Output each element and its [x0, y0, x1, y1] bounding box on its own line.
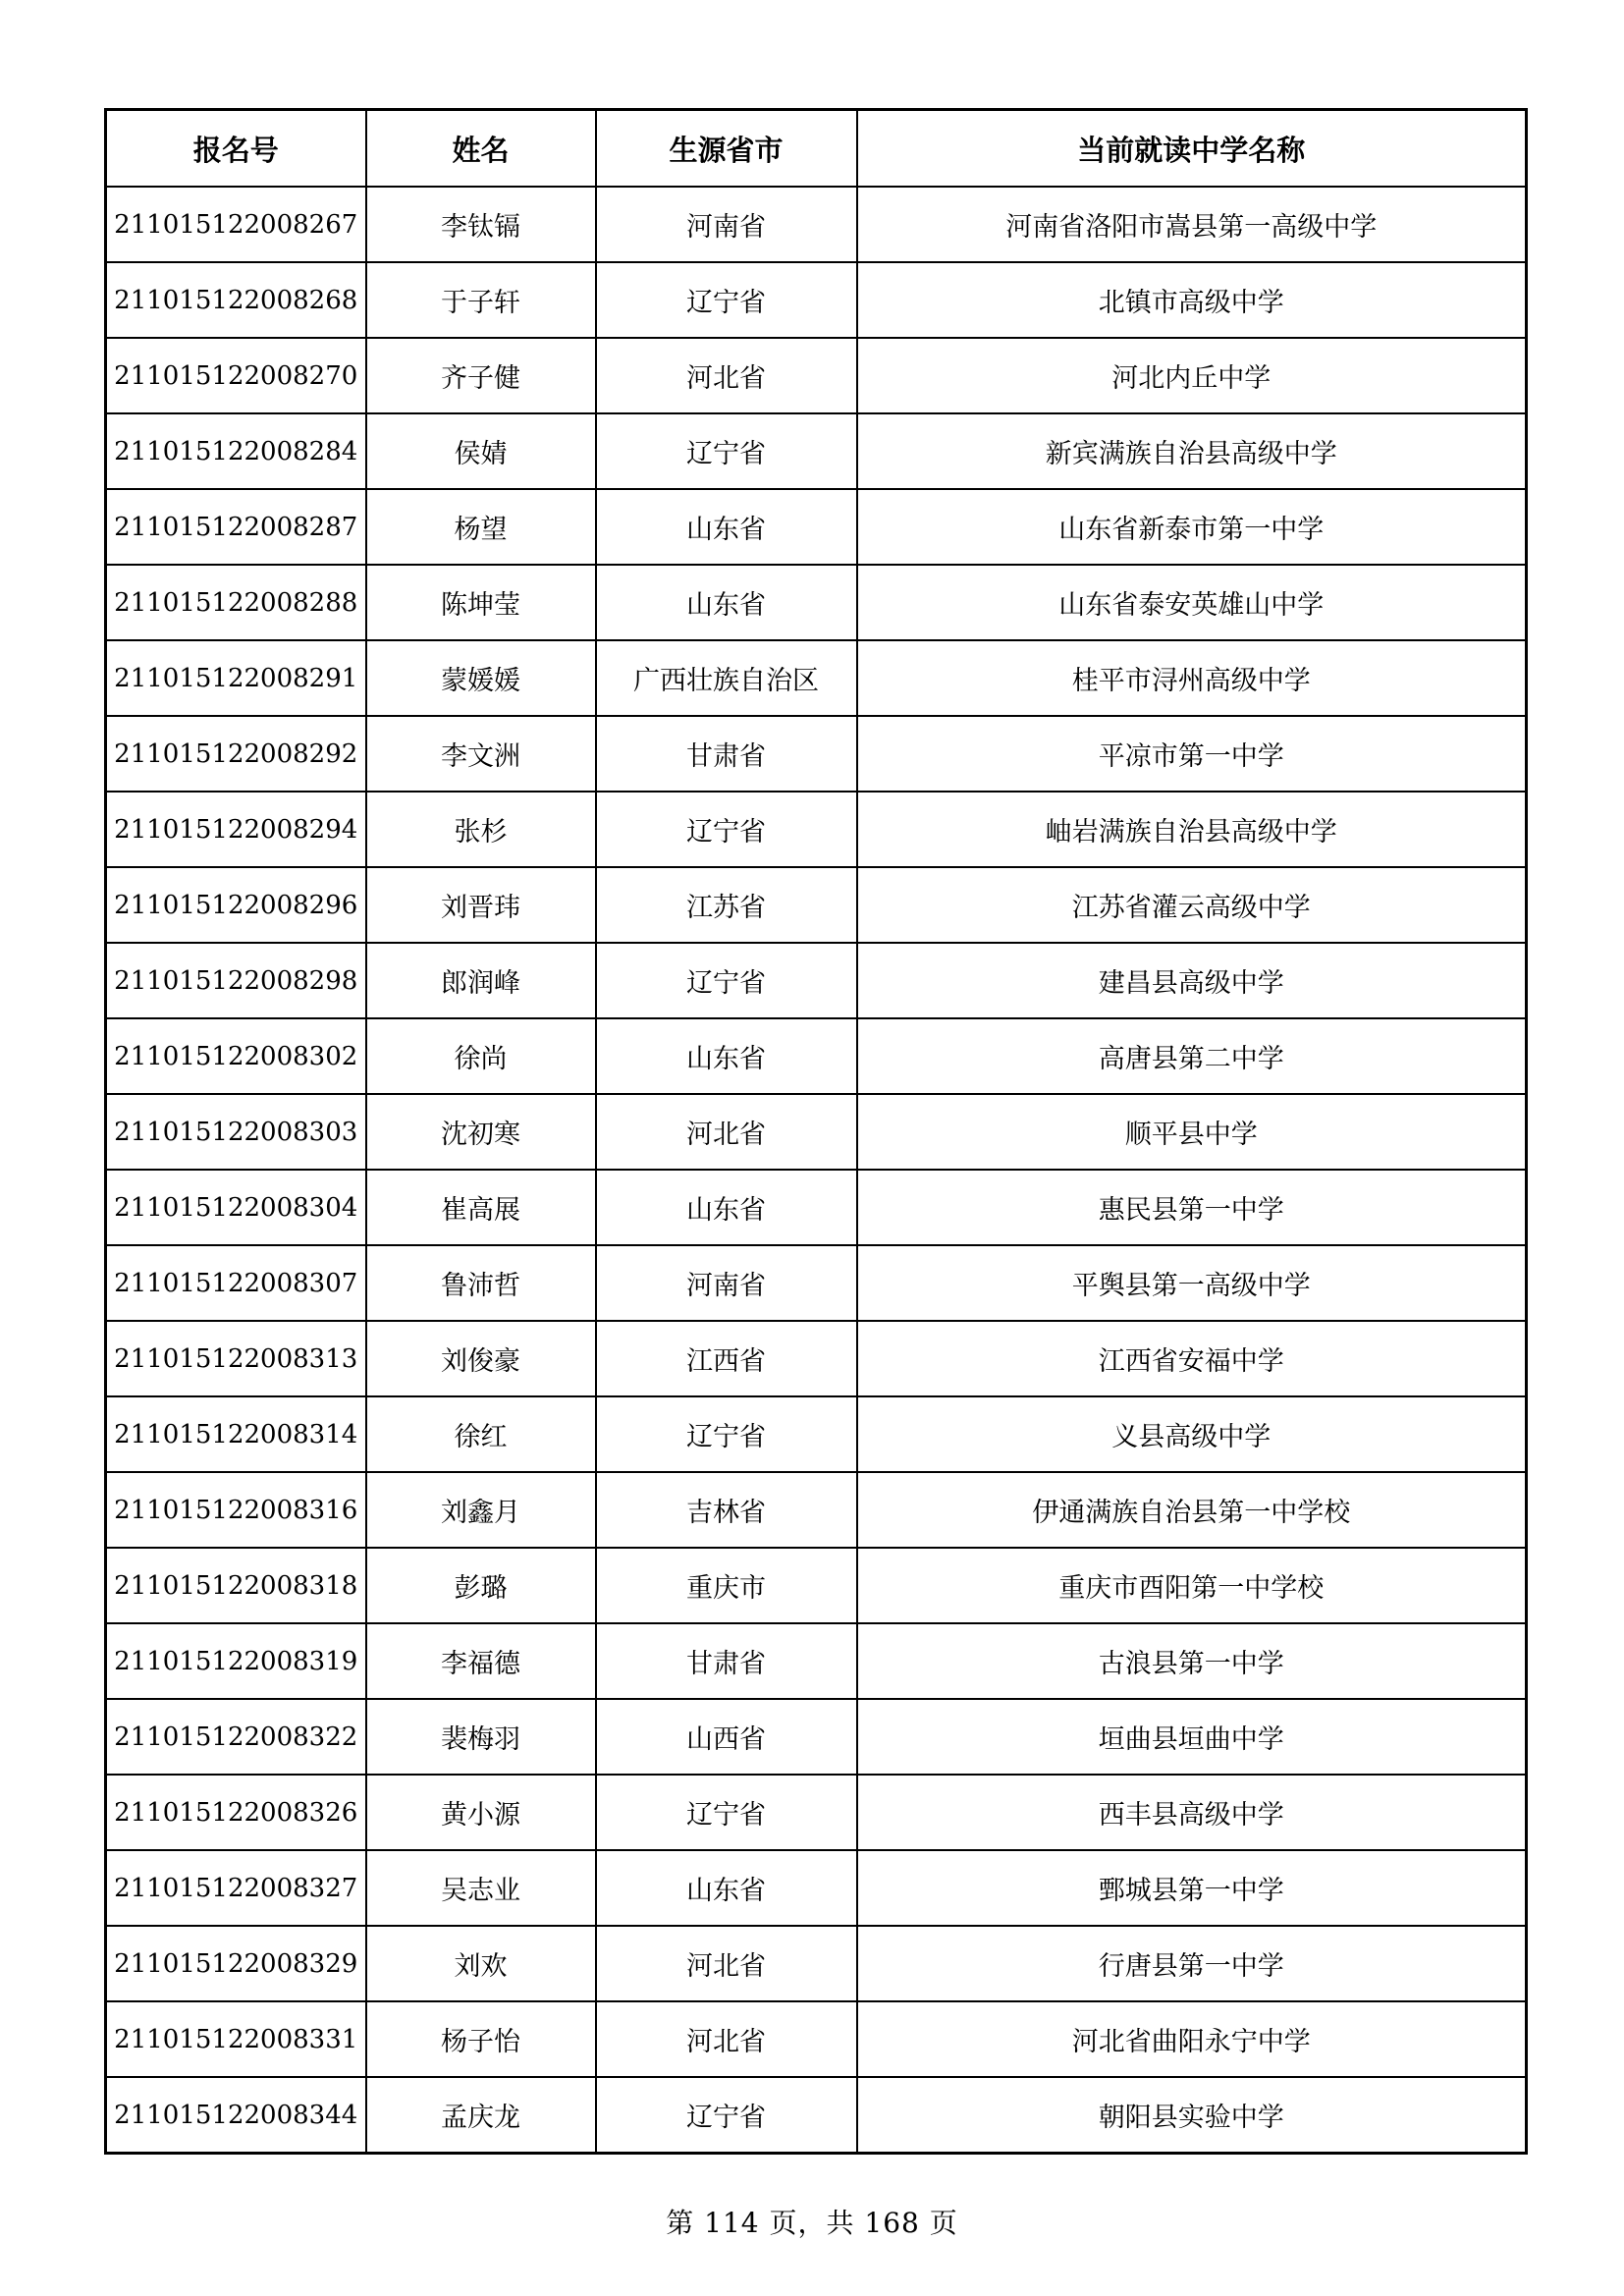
- table-body: [106, 187, 1527, 2154]
- table-row: [106, 1850, 1527, 1926]
- origin-province-cell: 山西省: [596, 1699, 857, 1775]
- school-name-cell: 垣曲县垣曲中学: [857, 1699, 1527, 1775]
- table-row: [106, 489, 1527, 565]
- header-registration-number: 报名号: [106, 110, 366, 188]
- student-name-cell: 裴梅羽: [366, 1699, 596, 1775]
- school-name-cell: 山东省泰安英雄山中学: [857, 565, 1527, 640]
- origin-province-cell: 辽宁省: [596, 262, 857, 338]
- student-name-cell: 吴志业: [366, 1850, 596, 1926]
- origin-province-cell: 河南省: [596, 1245, 857, 1321]
- table-row: [106, 1321, 1527, 1396]
- page-number: 第 114 页，共 168 页: [666, 2207, 958, 2239]
- school-name-cell: 北镇市高级中学: [857, 262, 1527, 338]
- origin-province-cell: 辽宁省: [596, 792, 857, 867]
- school-name-cell: 西丰县高级中学: [857, 1775, 1527, 1850]
- table-row: [106, 1170, 1527, 1245]
- student-name-cell: 徐红: [366, 1396, 596, 1472]
- origin-province-cell: 辽宁省: [596, 943, 857, 1018]
- student-name-cell: 刘鑫月: [366, 1472, 596, 1548]
- student-name-cell: 刘晋玮: [366, 867, 596, 943]
- school-name-cell: 古浪县第一中学: [857, 1623, 1527, 1699]
- school-name-cell: 平舆县第一高级中学: [857, 1245, 1527, 1321]
- origin-province-cell: 辽宁省: [596, 413, 857, 489]
- table-header-row: [106, 110, 1527, 188]
- table-row: [106, 2077, 1527, 2154]
- header-current-school: 当前就读中学名称: [857, 110, 1527, 188]
- registration-number-cell: 211015122008288: [106, 565, 366, 640]
- student-name-cell: 刘欢: [366, 1926, 596, 2001]
- registration-number-cell: 211015122008331: [106, 2001, 366, 2077]
- origin-province-cell: 辽宁省: [596, 1775, 857, 1850]
- school-name-cell: 河北省曲阳永宁中学: [857, 2001, 1527, 2077]
- origin-province-cell: 河北省: [596, 1094, 857, 1170]
- origin-province-cell: 山东省: [596, 1170, 857, 1245]
- registration-number-cell: 211015122008314: [106, 1396, 366, 1472]
- student-name-cell: 黄小源: [366, 1775, 596, 1850]
- student-name-cell: 李文洲: [366, 716, 596, 792]
- school-name-cell: 新宾满族自治县高级中学: [857, 413, 1527, 489]
- registration-number-cell: 211015122008344: [106, 2077, 366, 2154]
- school-name-cell: 重庆市酉阳第一中学校: [857, 1548, 1527, 1623]
- student-name-cell: 鲁沛哲: [366, 1245, 596, 1321]
- student-name-cell: 于子轩: [366, 262, 596, 338]
- registration-number-cell: 211015122008291: [106, 640, 366, 716]
- registration-number-cell: 211015122008296: [106, 867, 366, 943]
- table-row: [106, 338, 1527, 413]
- origin-province-cell: 河北省: [596, 1926, 857, 2001]
- school-name-cell: 江西省安福中学: [857, 1321, 1527, 1396]
- table-row: [106, 1245, 1527, 1321]
- school-name-cell: 河北内丘中学: [857, 338, 1527, 413]
- table-row: [106, 1094, 1527, 1170]
- registration-number-cell: 211015122008298: [106, 943, 366, 1018]
- registration-number-cell: 211015122008294: [106, 792, 366, 867]
- registration-number-cell: 211015122008302: [106, 1018, 366, 1094]
- origin-province-cell: 吉林省: [596, 1472, 857, 1548]
- table-row: [106, 1548, 1527, 1623]
- student-name-cell: 彭璐: [366, 1548, 596, 1623]
- table-row: [106, 413, 1527, 489]
- registration-number-cell: 211015122008322: [106, 1699, 366, 1775]
- registration-number-cell: 211015122008287: [106, 489, 366, 565]
- school-name-cell: 桂平市浔州高级中学: [857, 640, 1527, 716]
- table-row: [106, 1018, 1527, 1094]
- table-row: [106, 1699, 1527, 1775]
- student-name-cell: 徐尚: [366, 1018, 596, 1094]
- table-row: [106, 262, 1527, 338]
- school-name-cell: 义县高级中学: [857, 1396, 1527, 1472]
- registration-number-cell: 211015122008268: [106, 262, 366, 338]
- registration-number-cell: 211015122008270: [106, 338, 366, 413]
- student-name-cell: 张杉: [366, 792, 596, 867]
- registration-number-cell: 211015122008304: [106, 1170, 366, 1245]
- origin-province-cell: 河南省: [596, 187, 857, 262]
- table-row: [106, 1472, 1527, 1548]
- registration-number-cell: 211015122008329: [106, 1926, 366, 2001]
- school-name-cell: 行唐县第一中学: [857, 1926, 1527, 2001]
- student-name-cell: 李福德: [366, 1623, 596, 1699]
- school-name-cell: 岫岩满族自治县高级中学: [857, 792, 1527, 867]
- table-row: [106, 640, 1527, 716]
- registration-number-cell: 211015122008316: [106, 1472, 366, 1548]
- origin-province-cell: 河北省: [596, 338, 857, 413]
- origin-province-cell: 广西壮族自治区: [596, 640, 857, 716]
- table-row: [106, 1926, 1527, 2001]
- student-name-cell: 杨望: [366, 489, 596, 565]
- origin-province-cell: 山东省: [596, 1850, 857, 1926]
- origin-province-cell: 辽宁省: [596, 1396, 857, 1472]
- header-name: 姓名: [366, 110, 596, 188]
- header-origin-province: 生源省市: [596, 110, 857, 188]
- registration-number-cell: 211015122008326: [106, 1775, 366, 1850]
- student-name-cell: 齐子健: [366, 338, 596, 413]
- table-row: [106, 716, 1527, 792]
- table-row: [106, 2001, 1527, 2077]
- student-name-cell: 蒙媛媛: [366, 640, 596, 716]
- registration-number-cell: 211015122008319: [106, 1623, 366, 1699]
- student-name-cell: 刘俊豪: [366, 1321, 596, 1396]
- origin-province-cell: 甘肃省: [596, 1623, 857, 1699]
- school-name-cell: 朝阳县实验中学: [857, 2077, 1527, 2154]
- school-name-cell: 伊通满族自治县第一中学校: [857, 1472, 1527, 1548]
- registration-number-cell: 211015122008318: [106, 1548, 366, 1623]
- student-name-cell: 郎润峰: [366, 943, 596, 1018]
- registration-number-cell: 211015122008307: [106, 1245, 366, 1321]
- origin-province-cell: 江苏省: [596, 867, 857, 943]
- school-name-cell: 高唐县第二中学: [857, 1018, 1527, 1094]
- table-row: [106, 1623, 1527, 1699]
- school-name-cell: 山东省新泰市第一中学: [857, 489, 1527, 565]
- registration-number-cell: 211015122008284: [106, 413, 366, 489]
- origin-province-cell: 山东省: [596, 565, 857, 640]
- table-row: [106, 187, 1527, 262]
- table-row: [106, 565, 1527, 640]
- registration-number-cell: 211015122008303: [106, 1094, 366, 1170]
- student-name-cell: 孟庆龙: [366, 2077, 596, 2154]
- origin-province-cell: 江西省: [596, 1321, 857, 1396]
- origin-province-cell: 山东省: [596, 1018, 857, 1094]
- table-row: [106, 792, 1527, 867]
- student-name-cell: 沈初寒: [366, 1094, 596, 1170]
- student-name-cell: 侯婧: [366, 413, 596, 489]
- registration-number-cell: 211015122008292: [106, 716, 366, 792]
- school-name-cell: 鄄城县第一中学: [857, 1850, 1527, 1926]
- table-row: [106, 1775, 1527, 1850]
- school-name-cell: 建昌县高级中学: [857, 943, 1527, 1018]
- table-row: [106, 943, 1527, 1018]
- registration-number-cell: 211015122008313: [106, 1321, 366, 1396]
- student-name-cell: 崔高展: [366, 1170, 596, 1245]
- registration-number-cell: 211015122008267: [106, 187, 366, 262]
- school-name-cell: 顺平县中学: [857, 1094, 1527, 1170]
- student-name-cell: 李钛镉: [366, 187, 596, 262]
- origin-province-cell: 山东省: [596, 489, 857, 565]
- student-name-cell: 杨子怡: [366, 2001, 596, 2077]
- school-name-cell: 江苏省灌云高级中学: [857, 867, 1527, 943]
- registration-number-cell: 211015122008327: [106, 1850, 366, 1926]
- origin-province-cell: 甘肃省: [596, 716, 857, 792]
- origin-province-cell: 重庆市: [596, 1548, 857, 1623]
- table-row: [106, 867, 1527, 943]
- school-name-cell: 河南省洛阳市嵩县第一高级中学: [857, 187, 1527, 262]
- school-name-cell: 惠民县第一中学: [857, 1170, 1527, 1245]
- school-name-cell: 平凉市第一中学: [857, 716, 1527, 792]
- origin-province-cell: 河北省: [596, 2001, 857, 2077]
- table-row: [106, 1396, 1527, 1472]
- student-roster-table: [104, 108, 1528, 2155]
- student-name-cell: 陈坤莹: [366, 565, 596, 640]
- origin-province-cell: 辽宁省: [596, 2077, 857, 2154]
